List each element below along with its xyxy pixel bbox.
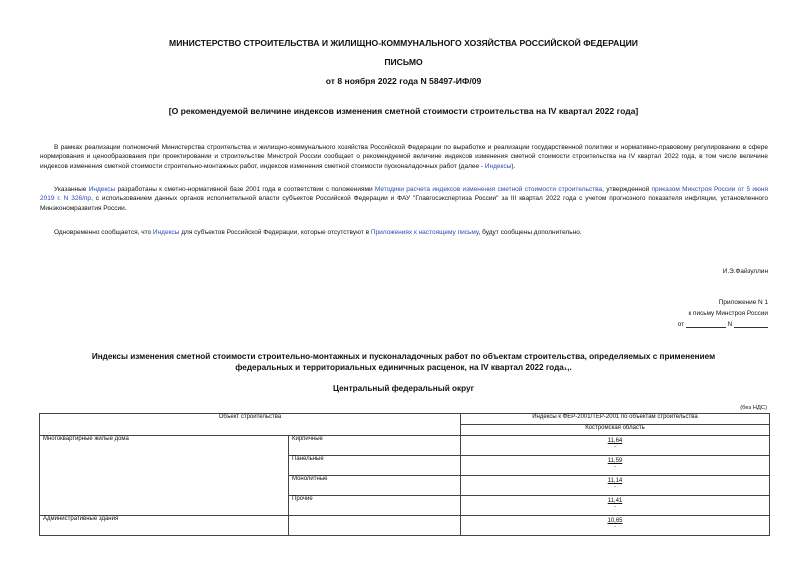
link-indices[interactable]: Индексы xyxy=(88,186,116,193)
link-indices[interactable]: Индексы xyxy=(484,162,512,170)
row-subtype: Кирпичные xyxy=(289,436,461,456)
federal-district: Центральный федеральный округ xyxy=(333,384,474,393)
paragraph-1 xyxy=(40,143,768,171)
row-subtype: Панельные xyxy=(289,456,461,476)
row-subtype: Монолитные xyxy=(289,476,461,496)
index-value: 10,65 xyxy=(607,518,623,524)
signature: И.Э.Файзуллин xyxy=(722,268,768,275)
appendix-from-label: от xyxy=(677,321,685,328)
index-dash: - xyxy=(614,504,616,510)
row-subtype: Прочие xyxy=(289,496,461,516)
index-dash: - xyxy=(614,444,616,450)
paragraph-3-text-a: Одновременно сообщается, что xyxy=(54,229,153,236)
appendix-number-label: N xyxy=(727,321,733,328)
row-value-cell xyxy=(461,476,770,496)
row-subtype xyxy=(289,516,461,536)
table-header-row xyxy=(40,414,770,425)
header-indices: Индексы к ФЕР-2001/ТЕР-2001 по объектам строительства xyxy=(461,414,770,425)
paragraph-2-text-b: разработаны к сметно-нормативной базе 2001 года в соответствии с положениями xyxy=(115,186,375,193)
appendix-line-2: к письму Минстроя России xyxy=(688,310,768,317)
link-methodology[interactable]: Методики расчета индексов изменения сметной стоимости строительства xyxy=(374,186,603,193)
row-category: Многоквартирные жилые дома xyxy=(40,436,289,516)
header-object: Объект строительства xyxy=(40,414,461,436)
vat-note: (без НДС) xyxy=(740,405,767,411)
index-value: 11,41 xyxy=(607,498,623,504)
indices-table xyxy=(39,413,770,536)
row-category: Административные здания xyxy=(40,516,289,536)
table-title-line-2-text: федеральных и территориальных единичных расценок, на IV квартал 2022 года xyxy=(235,363,564,372)
appendix-date-number-line xyxy=(500,320,768,328)
document-subject: [О рекомендуемой величине индексов изменения сметной стоимости строительства на IV квартал 2022 года] xyxy=(168,106,639,116)
table-title-line-2 xyxy=(0,363,807,372)
table-row xyxy=(40,516,770,536)
index-dash: - xyxy=(614,464,616,470)
paragraph-1-text: В рамках реализации полномочий Министерства строительства и жилищно-коммунального хозяйства Российской Федерации по выработке и реализации государственной политики и нормативно-правовому регулированию в сфере нормирования и ценообразования при проектировании и строительстве Минстрой России сообщает о рекомендуемой величине индексов изменения сметной стоимости строительства на IV квартал 2022 года, в том числе величине индексов изменения сметной стоимости строительно-монтажных работ, индексов изменения сметной стоимости пусконаладочных работ (далее - xyxy=(40,144,768,170)
paragraph-3-text-c: , будут сообщены дополнительно. xyxy=(478,229,582,236)
index-value: 11,14 xyxy=(607,478,623,484)
paragraph-2-text-c: , утвержденной xyxy=(602,186,652,193)
paragraph-1-end: ). xyxy=(511,162,516,170)
link-order[interactable]: приказом Минстроя России от 5 июня 2019 г. N 326/пр xyxy=(40,186,768,203)
row-value-cell xyxy=(461,456,770,476)
index-dash: - xyxy=(614,524,616,530)
paragraph-2-text-d: , с использованием данных органов исполнительной власти субъектов Российской Федерации и ФАУ "Главгосэкспертиза России" за III квартал 2022 года с учетом прогнозного показателя инфляции, установленного Минэкономразвития России. xyxy=(40,195,768,212)
paragraph-3 xyxy=(40,228,768,237)
header-region: Костромская область xyxy=(461,425,770,436)
ministry-title: МИНИСТЕРСТВО СТРОИТЕЛЬСТВА И ЖИЛИЩНО-КОММУНАЛЬНОГО ХОЗЯЙСТВА РОССИЙСКОЙ ФЕДЕРАЦИИ xyxy=(169,38,638,48)
paragraph-2 xyxy=(40,185,768,213)
appendix-line-1: Приложение N 1 xyxy=(718,299,768,306)
row-value-cell xyxy=(461,516,770,536)
link-indices[interactable]: Индексы xyxy=(152,229,180,236)
index-dash: - xyxy=(614,484,616,490)
paragraph-3-text-b: для субъектов Российской Федерации, которые отсутствуют в xyxy=(179,229,371,236)
row-value-cell xyxy=(461,496,770,516)
index-value: 11,59 xyxy=(607,458,623,464)
table-row xyxy=(40,436,770,456)
table-title-footnote-mark: ₁,. xyxy=(563,363,572,372)
date-blank xyxy=(686,320,726,328)
document-type: ПИСЬМО xyxy=(384,57,423,67)
row-value-cell xyxy=(461,436,770,456)
table-title-line-1: Индексы изменения сметной стоимости строительно-монтажных и пусконаладочных работ по объектам строительства, определяемых с применением xyxy=(91,352,716,361)
paragraph-2-text-a: Указанные xyxy=(54,186,89,193)
document-date-number: от 8 ноября 2022 года N 58497-ИФ/09 xyxy=(325,76,482,86)
link-appendices[interactable]: Приложениях к настоящему письму xyxy=(370,229,479,236)
index-value: 11,64 xyxy=(607,438,623,444)
number-blank xyxy=(734,320,768,328)
